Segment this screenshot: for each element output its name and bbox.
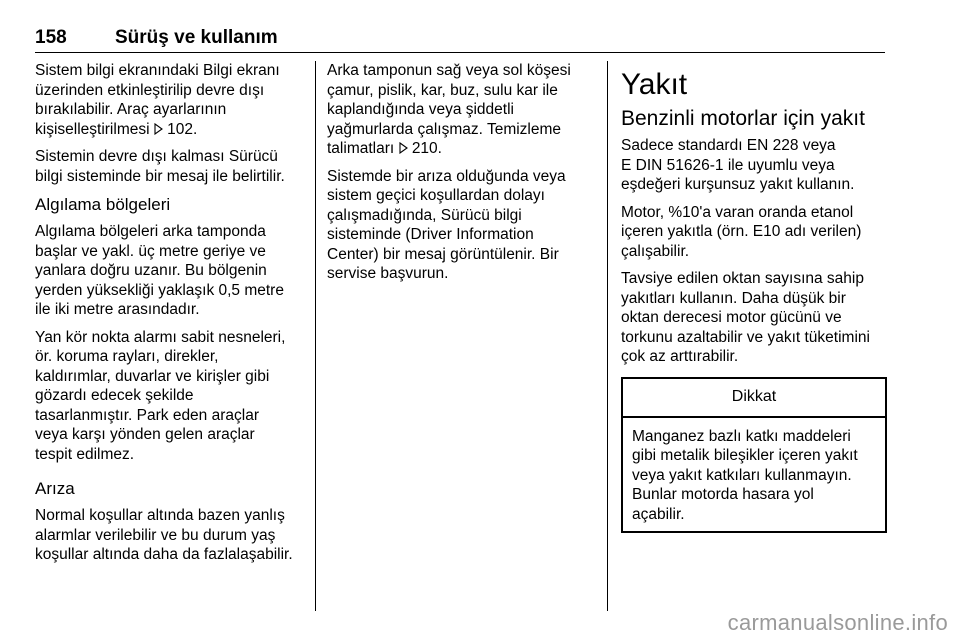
page-number: 158 bbox=[35, 27, 67, 48]
paragraph-ethanol: Motor, %10'a varan oranda etanol içeren yakıtla (örn. E10 adı verilen) çalışabilir. bbox=[621, 203, 862, 260]
paragraph-fuel-standard: Sadece standardı EN 228 veya E DIN 51626-1 ile uyumlu veya eşdeğeri kurşunsuz yakıt kullanın. bbox=[621, 137, 855, 193]
heading-petrol-fuel: Benzinli motorlar için yakıt bbox=[621, 107, 865, 130]
heading-fuel: Yakıt bbox=[621, 68, 688, 101]
page-reference[interactable] bbox=[399, 140, 442, 157]
column-1 bbox=[35, 61, 303, 573]
paragraph-deactivation: Sistemin devre dışı kalması Sürücü bilgi sisteminde bir mesaj ile belirtilir. bbox=[35, 148, 285, 185]
caution-notice-title: Dikkat bbox=[623, 379, 885, 418]
section-title: Sürüş ve kullanım bbox=[115, 27, 278, 48]
page-reference-arrow-icon bbox=[399, 142, 408, 154]
column-divider-1 bbox=[315, 61, 316, 611]
page-reference-arrow-icon bbox=[154, 123, 163, 135]
paragraph-info-display bbox=[35, 61, 303, 139]
column-2 bbox=[327, 61, 595, 292]
page-reference-number: 102. bbox=[167, 120, 198, 138]
paragraph-blind-spot: Yan kör nokta alarmı sabit nesneleri, ör. koruma rayları, direkler, kaldırımlar, duvarlar ve kirişler gibi gözardı edecek şekilde tasarlanmıştır. Park eden araçlar veya karşı yönden gelen araçlar tespit edilmez. bbox=[35, 328, 286, 463]
paragraph-false-alarms: Normal koşullar altında bazen yanlış alarmlar verilebilir ve bu durum yaş koşullar altında daha da fazlalaşabilir. bbox=[35, 507, 293, 563]
header-divider bbox=[35, 52, 885, 53]
caution-notice-box bbox=[621, 377, 887, 534]
page-header bbox=[35, 27, 885, 51]
heading-fault: Arıza bbox=[35, 479, 75, 498]
paragraph-octane: Tavsiye edilen oktan sayısına sahip yakıtları kullanın. Daha düşük bir oktan derecesi motor gücünü ve torkunu azaltabilir ve yakıt tüketimini çok az arttırabilir. bbox=[621, 270, 870, 365]
watermark: carmanualsonline.info bbox=[727, 610, 948, 635]
paragraph-text: Sistem bilgi ekranındaki Bilgi ekranı üzerinden etkinleştirilip devre dışı bırakılabilir. Araç ayarlarının kişiselleştirilmesi bbox=[35, 62, 280, 138]
paragraph-text: Arka tamponun sağ veya sol köşesi çamur, pislik, kar, buz, sulu kar ile kaplandığında veya şiddetli yağmurlarda çalışmaz. Temizleme talimatları bbox=[327, 62, 571, 157]
paragraph-bumper-dirt bbox=[327, 61, 595, 159]
heading-detection-zones: Algılama bölgeleri bbox=[35, 195, 171, 214]
paragraph-detection-zones: Algılama bölgeleri arka tamponda başlar ve yakl. üç metre geriye ve yanlara doğru uzanır. Bu bölgenin yerden yüksekliği yaklaşık 0,5 metre ile iki metre arasındadır. bbox=[35, 223, 284, 318]
page-reference-number: 210. bbox=[411, 140, 442, 157]
column-divider-2 bbox=[607, 61, 608, 611]
page-reference[interactable] bbox=[154, 121, 197, 138]
column-3 bbox=[621, 61, 889, 533]
caution-notice-body: Manganez bazlı katkı maddeleri gibi metalik bileşikler içeren yakıt veya yakıt katkıları kullanmayın. Bunlar motorda hasara yol açabilir. bbox=[632, 427, 858, 523]
paragraph-system-fault: Sistemde bir arıza olduğunda veya sistem geçici koşullardan dolayı çalışmadığında, Sürücü bilgi sisteminde (Driver Information Center) bir mesaj görüntülenir. Bir servise başvurun. bbox=[327, 167, 566, 282]
